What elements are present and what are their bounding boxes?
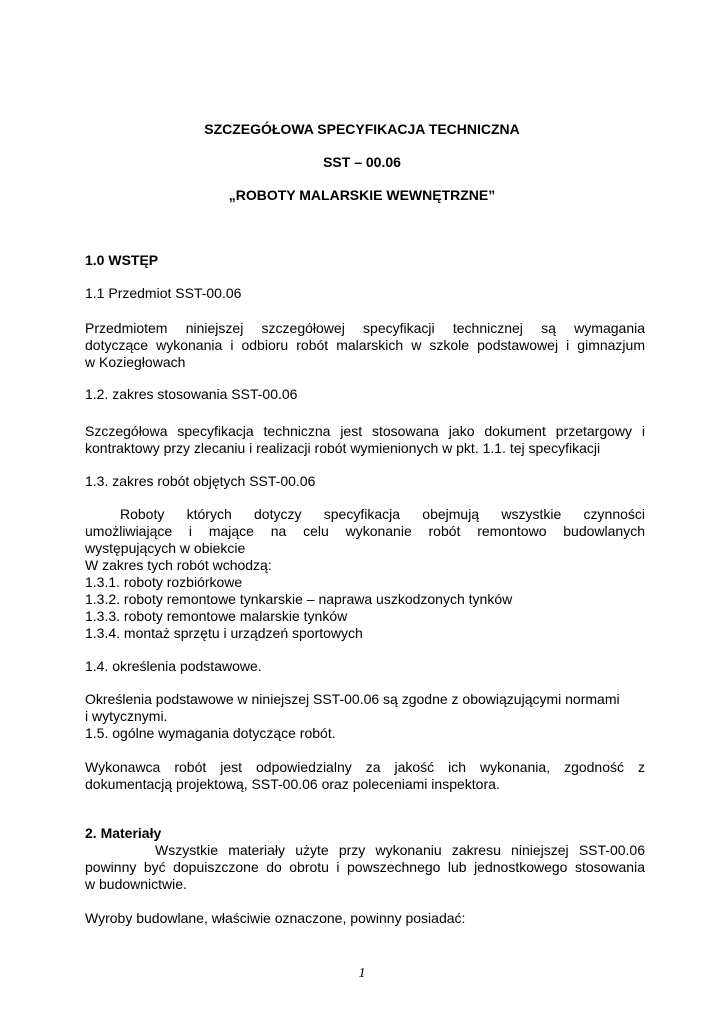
list-item: 1.3.4. montaż sprzętu i urządzeń sportowych: [85, 625, 363, 641]
paragraph-line: powinny być dopuiszczone do obrotu i powszechnego lub jednostkowego stosowania: [85, 859, 645, 875]
paragraph-line: i wytycznymi.: [85, 708, 168, 724]
paragraph-line: Przedmiotem niniejszej szczegółowej specyfikacji technicznej są wymagania: [85, 320, 645, 336]
section-2-heading: 2. Materiały: [85, 825, 162, 841]
sub-1-2-heading: 1.2. zakres stosowania SST-00.06: [85, 386, 298, 402]
paragraph-line: w Koziegłowach: [85, 354, 186, 370]
paragraph-line: umożliwiające i mające na celu wykonanie robót remontowo budowlanych: [85, 523, 645, 539]
paragraph-line: kontraktowy przy zlecaniu i realizacji robót wymienionych w pkt. 1.1. tej specyfikacji: [85, 440, 601, 456]
sub-1-4-heading: 1.4. określenia podstawowe.: [85, 658, 262, 674]
sub-1-3-heading: 1.3. zakres robót objętych SST-00.06: [85, 473, 316, 489]
sub-1-5-heading: 1.5. ogólne wymagania dotyczące robót.: [85, 725, 336, 741]
list-item: 1.3.1. roboty rozbiórkowe: [85, 574, 243, 590]
list-item: 1.3.3. roboty remontowe malarskie tynków: [85, 608, 348, 624]
paragraph-line: W zakres tych robót wchodzą:: [85, 557, 272, 573]
section-1-heading: 1.0 WSTĘP: [85, 252, 159, 268]
list-item: 1.3.2. roboty remontowe tynkarskie – naprawa uszkodzonych tynków: [85, 591, 513, 607]
paragraph-line: Wykonawca robót jest odpowiedzialny za jakość ich wykonania, zgodność z: [85, 759, 645, 775]
paragraph-line: dokumentacją projektową, SST-00.06 oraz poleceniami inspektora.: [85, 776, 500, 792]
paragraph-line: Wszystkie materiały użyte przy wykonaniu zakresu niniejszej SST-00.06: [155, 842, 645, 858]
paragraph-line: Roboty których dotyczy specyfikacja obejmują wszystkie czynności: [120, 506, 645, 522]
paragraph-line: Wyroby budowlane, właściwie oznaczone, powinny posiadać:: [85, 910, 466, 926]
paragraph-line: występujących w obiekcie: [85, 540, 246, 556]
sub-1-1-heading: 1.1 Przedmiot SST-00.06: [85, 285, 242, 301]
document-title: SZCZEGÓŁOWA SPECYFIKACJA TECHNICZNA: [204, 121, 520, 137]
document-subtitle: „ROBOTY MALARSKIE WEWNĘTRZNE”: [228, 187, 496, 203]
paragraph-line: w budownictwie.: [85, 876, 187, 892]
paragraph-line: Określenia podstawowe w niniejszej SST-00.06 są zgodne z obowiązującymi normami: [85, 691, 620, 707]
document-code: SST – 00.06: [323, 154, 401, 170]
paragraph-line: dotyczące wykonania i odbioru robót malarskich w szkole podstawowej i gimnazjum: [85, 337, 645, 353]
page-number: 1: [358, 966, 366, 981]
paragraph-line: Szczegółowa specyfikacja techniczna jest stosowana jako dokument przetargowy i: [85, 423, 645, 439]
